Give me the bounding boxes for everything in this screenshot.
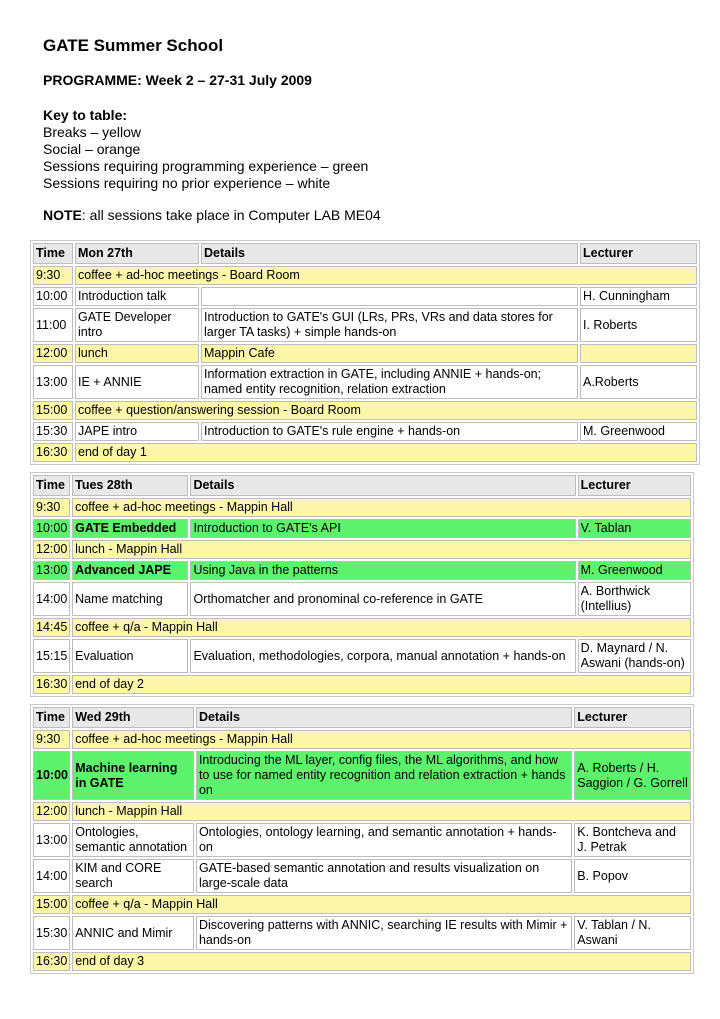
break-row xyxy=(33,730,691,749)
break-row xyxy=(33,618,691,637)
session-lecturer: V. Tablan xyxy=(578,519,691,538)
session-title: Machine learning in GATE xyxy=(72,751,194,800)
schedule-table-wednesday xyxy=(30,704,694,974)
session-details: Evaluation, methodologies, corpora, manual annotation + hands-on xyxy=(190,639,575,673)
break-cell: end of day 3 xyxy=(72,952,691,971)
session-lecturer: K. Bontcheva and J. Petrak xyxy=(574,823,691,857)
note-text: : all sessions take place in Computer LAB ME04 xyxy=(81,207,381,223)
table-header-row xyxy=(33,475,691,496)
break-row xyxy=(33,401,697,420)
time-cell: 16:30 xyxy=(33,443,73,462)
session-details: Using Java in the patterns xyxy=(190,561,575,580)
session-title: Evaluation xyxy=(72,639,188,673)
time-cell: 9:30 xyxy=(33,498,70,517)
header-details: Details xyxy=(201,243,578,264)
break-cell: lunch - Mappin Hall xyxy=(72,540,691,559)
table-header-row xyxy=(33,243,697,264)
time-cell: 13:00 xyxy=(33,561,70,580)
header-lecturer: Lecturer xyxy=(578,475,691,496)
header-time: Time xyxy=(33,243,73,264)
session-title: Introduction talk xyxy=(75,287,199,306)
time-cell: 12:00 xyxy=(33,344,73,363)
time-cell: 12:00 xyxy=(33,540,70,559)
break-cell: lunch - Mappin Hall xyxy=(72,802,691,821)
note-label: NOTE xyxy=(43,207,82,223)
session-lecturer: M. Greenwood xyxy=(580,422,697,441)
key-item-no-experience: Sessions requiring no prior experience – white xyxy=(43,175,331,191)
header-details: Details xyxy=(190,475,575,496)
session-row xyxy=(33,823,691,857)
session-lecturer: A.Roberts xyxy=(580,365,697,399)
table-header-row xyxy=(33,707,691,728)
time-cell: 14:00 xyxy=(33,859,70,893)
session-row xyxy=(33,751,691,800)
programme-heading: PROGRAMME: Week 2 – 27-31 July 2009 xyxy=(43,72,312,88)
time-cell: 15:15 xyxy=(33,639,70,673)
break-row xyxy=(33,498,691,517)
session-title: GATE Developer intro xyxy=(75,308,199,342)
break-cell: coffee + q/a - Mappin Hall xyxy=(72,618,691,637)
session-details: Information extraction in GATE, including ANNIE + hands-on; named entity recognition, relation extraction xyxy=(201,365,578,399)
break-cell: end of day 1 xyxy=(75,443,697,462)
key-item-breaks: Breaks – yellow xyxy=(43,124,142,140)
break-row xyxy=(33,802,691,821)
color-key xyxy=(43,107,368,192)
time-cell: 9:30 xyxy=(33,266,73,285)
time-cell: 15:00 xyxy=(33,401,73,420)
break-row xyxy=(33,675,691,694)
session-row xyxy=(33,639,691,673)
session-lecturer: A. Borthwick (Intellius) xyxy=(578,582,691,616)
time-cell: 10:00 xyxy=(33,751,70,800)
session-details: Introduction to GATE's rule engine + hands-on xyxy=(201,422,578,441)
session-row xyxy=(33,859,691,893)
break-row xyxy=(33,266,697,285)
session-title: Advanced JAPE xyxy=(72,561,188,580)
session-title: GATE Embedded xyxy=(72,519,188,538)
session-details: Introducing the ML layer, config files, the ML algorithms, and how to use for named entity recognition and relation extraction + hands on xyxy=(196,751,572,800)
session-row xyxy=(33,582,691,616)
time-cell: 14:00 xyxy=(33,582,70,616)
session-lecturer: I. Roberts xyxy=(580,308,697,342)
session-details: Introduction to GATE's API xyxy=(190,519,575,538)
time-cell: 13:00 xyxy=(33,365,73,399)
break-row xyxy=(33,540,691,559)
header-lecturer: Lecturer xyxy=(580,243,697,264)
session-details: Orthomatcher and pronominal co-reference in GATE xyxy=(190,582,575,616)
header-lecturer: Lecturer xyxy=(574,707,691,728)
break-row xyxy=(33,952,691,971)
time-cell: 13:00 xyxy=(33,823,70,857)
location-note xyxy=(43,207,381,223)
break-cell: coffee + question/answering session - Board Room xyxy=(75,401,697,420)
session-details: GATE-based semantic annotation and results visualization on large-scale data xyxy=(196,859,572,893)
schedule-table-monday xyxy=(30,240,700,465)
header-day: Tues 28th xyxy=(72,475,188,496)
header-day: Wed 29th xyxy=(72,707,194,728)
time-cell: 11:00 xyxy=(33,308,73,342)
session-row xyxy=(33,308,697,342)
session-details: Ontologies, ontology learning, and semantic annotation + hands-on xyxy=(196,823,572,857)
session-lecturer: B. Popov xyxy=(574,859,691,893)
session-title: Ontologies, semantic annotation xyxy=(72,823,194,857)
session-lecturer: M. Greenwood xyxy=(578,561,691,580)
schedule-table-tuesday xyxy=(30,472,694,697)
session-row xyxy=(33,287,697,306)
time-cell: 14:45 xyxy=(33,618,70,637)
session-lecturer: A. Roberts / H. Saggion / G. Gorrell xyxy=(574,751,691,800)
break-cell: coffee + q/a - Mappin Hall xyxy=(72,895,691,914)
session-row xyxy=(33,365,697,399)
time-cell: 12:00 xyxy=(33,802,70,821)
break-row xyxy=(33,443,697,462)
session-title: ANNIC and Mimir xyxy=(72,916,194,950)
key-item-programming: Sessions requiring programming experience – green xyxy=(43,158,369,174)
time-cell: 15:30 xyxy=(33,916,70,950)
key-item-social: Social – orange xyxy=(43,141,141,157)
session-row xyxy=(33,561,691,580)
header-details: Details xyxy=(196,707,572,728)
header-day: Mon 27th xyxy=(75,243,199,264)
break-row xyxy=(33,895,691,914)
header-time: Time xyxy=(33,707,70,728)
session-details xyxy=(201,287,578,306)
time-cell: 10:00 xyxy=(33,287,73,306)
break-cell: coffee + ad-hoc meetings - Mappin Hall xyxy=(72,498,691,517)
header-time: Time xyxy=(33,475,70,496)
session-lecturer xyxy=(580,344,697,363)
time-cell: 16:30 xyxy=(33,952,70,971)
session-row xyxy=(33,422,697,441)
time-cell: 10:00 xyxy=(33,519,70,538)
session-title: IE + ANNIE xyxy=(75,365,199,399)
session-title: lunch xyxy=(75,344,199,363)
document-title: GATE Summer School xyxy=(43,36,224,55)
session-lecturer: V. Tablan / N. Aswani xyxy=(574,916,691,950)
session-details: Mappin Cafe xyxy=(201,344,578,363)
session-title: KIM and CORE search xyxy=(72,859,194,893)
key-heading: Key to table: xyxy=(43,107,128,123)
session-row xyxy=(33,344,697,363)
time-cell: 16:30 xyxy=(33,675,70,694)
session-details: Discovering patterns with ANNIC, searching IE results with Mimir + hands-on xyxy=(196,916,572,950)
break-cell: end of day 2 xyxy=(72,675,691,694)
break-cell: coffee + ad-hoc meetings - Board Room xyxy=(75,266,697,285)
session-details: Introduction to GATE's GUI (LRs, PRs, VRs and data stores for larger TA tasks) + simple hands-on xyxy=(201,308,578,342)
time-cell: 15:00 xyxy=(33,895,70,914)
break-cell: coffee + ad-hoc meetings - Mappin Hall xyxy=(72,730,691,749)
session-title: Name matching xyxy=(72,582,188,616)
session-row xyxy=(33,916,691,950)
session-title: JAPE intro xyxy=(75,422,199,441)
time-cell: 15:30 xyxy=(33,422,73,441)
session-lecturer: H. Cunningham xyxy=(580,287,697,306)
session-row xyxy=(33,519,691,538)
session-lecturer: D. Maynard / N. Aswani (hands-on) xyxy=(578,639,691,673)
time-cell: 9:30 xyxy=(33,730,70,749)
